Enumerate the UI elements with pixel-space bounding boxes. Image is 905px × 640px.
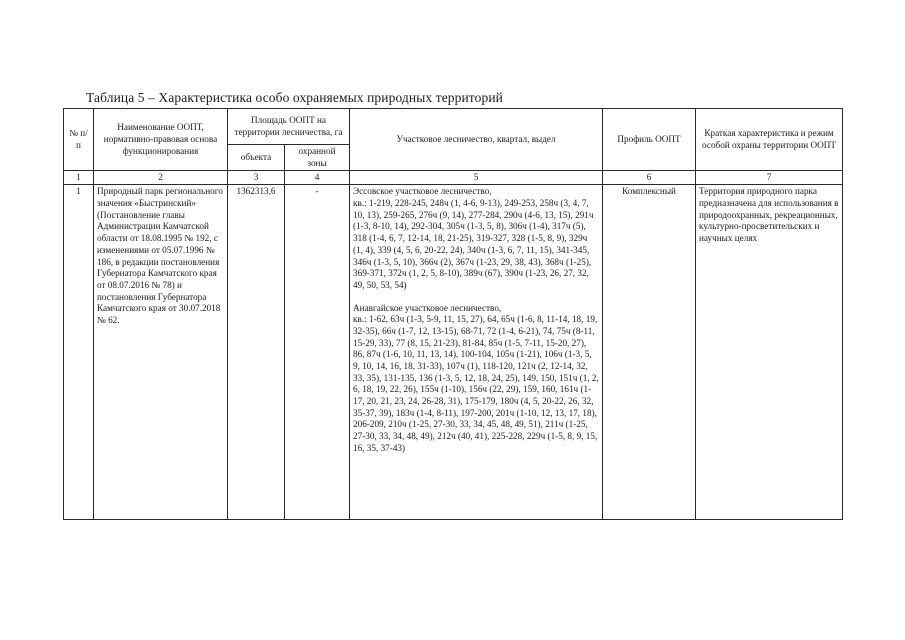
header-area-group: Площадь ООПТ на территории лесничества, га xyxy=(228,109,350,145)
header-row-1 xyxy=(64,109,843,145)
header-area-object: объекта xyxy=(228,145,285,171)
column-number: 3 xyxy=(228,171,285,185)
column-number: 6 xyxy=(603,171,696,185)
forestry-essovskoe-quarters: кв.: 1-219, 228-245, 248ч (1, 4-6, 9-13), 249-253, 258ч (3, 4, 7, 10, 13), 259-265, 276ч (9, 14), 277-284, 290ч (4-6, 13, 15), 291ч (1-3, 8-10, 14), 292-304, 305ч (1-3, 5, 8), 306ч (1-4), 317ч (5), 318 (1-4, 6, 7, 12-14, 18, 21-25), 319-327, 328 (1-5, 8, 9), 329ч (1, 4), 339 (4, 5, 6, 20-22, 24), 340ч (1-3, 6, 7, 11, 15), 341-345, 346ч (1-3, 5, 10), 366ч (2), 367ч (1-23, 29, 38, 43), 368ч (1-25), 369-371, 372ч (1, 2, 5, 8-10), 389ч (67), 390ч (1-23, 26, 27, 32, 49, 50, 53, 54) xyxy=(353,198,594,290)
forestry-essovskoe-title: Эссовское участковое лесничество, xyxy=(353,186,492,197)
header-area-zone: охранной зоны xyxy=(285,145,350,171)
forestry-anavgayskoe-quarters: кв.: 1-62, 63ч (1-3, 5-9, 11, 15, 27), 64, 65ч (1-6, 8, 11-14, 18, 19, 32-35), 66ч (1-7, 12, 13-15), 68-71, 72 (1-4, 6-21), 74, 75ч (8-11, 15-29, 33), 77 (8, 15, 21-23), 81-84, 85ч (1-5, 7-11, 15-20, 27), 86, 87ч (1-6, 10, 11, 13, 14), 100-104, 105ч (1-21), 106ч (1-3, 5, 9, 10, 14, 16, 18, 31-33), 107ч (1), 118-120, 121ч (2, 12-14, 32, 33, 35), 131-135, 136 (1-3, 5, 12, 18, 24, 25), 149, 150, 151ч (1, 2, 6, 18, 19, 22, 26), 155ч (1-10), 156ч (22, 29), 159, 160, 161ч (1-17, 20, 21, 23, 24, 26-28, 31), 175-179, 180ч (4, 5, 20-22, 26, 32, 35-37, 39), 183ч (1-4, 8-11), 197-200, 201ч (1-10, 12, 13, 17, 18), 206-209, 210ч (1-25, 27-30, 33, 34, 45, 48, 49, 51), 211ч (1-25, 27-30, 33, 34, 48, 49), 212ч (40, 41), 225-228, 229ч (1-5, 8, 9, 15, 16, 35, 37-43) xyxy=(353,314,599,453)
column-number: 5 xyxy=(350,171,603,185)
header-forestry: Участковое лесничество, квартал, выдел xyxy=(350,109,603,171)
table-caption: Таблица 5 – Характеристика особо охраняемых природных территорий xyxy=(86,90,503,105)
row-regime: Территория природного парка предназначена для использования в природоохранных, рекреационных, культурно-просветительских и научных целях xyxy=(696,185,843,520)
header-profile: Профиль ООПТ xyxy=(603,109,696,171)
column-numbers-row xyxy=(64,171,843,185)
row-name: Природный парк регионального значения «Быстринский» (Постановление главы Администрации Камчатской области от 18.08.1995 № 192, с изменениями от 05.07.1996 № 186, в редакции постановления Губернатора Камчатского края от 08.07.2016 № 78) и постановления Губернатора Камчатского края от 30.07.2018 № 62. xyxy=(94,185,228,520)
header-name: Наименование ООПТ, нормативно-правовая основа функционирования xyxy=(94,109,228,171)
row-forestry xyxy=(350,185,603,520)
column-number: 2 xyxy=(94,171,228,185)
column-number: 7 xyxy=(696,171,843,185)
header-regime: Краткая характеристика и режим особой охраны территории ООПТ xyxy=(696,109,843,171)
column-number: 1 xyxy=(64,171,94,185)
forestry-anavgayskoe-title: Анавгайское участковое лесничество, xyxy=(353,302,502,313)
row-num: 1 xyxy=(64,185,94,520)
oopt-table xyxy=(63,108,843,520)
row-area-zone: - xyxy=(285,185,350,520)
column-number: 4 xyxy=(285,171,350,185)
row-profile: Комплексный xyxy=(603,185,696,520)
table-row xyxy=(64,185,843,520)
row-area-object: 1362313,6 xyxy=(228,185,285,520)
header-num: № п/п xyxy=(64,109,94,171)
